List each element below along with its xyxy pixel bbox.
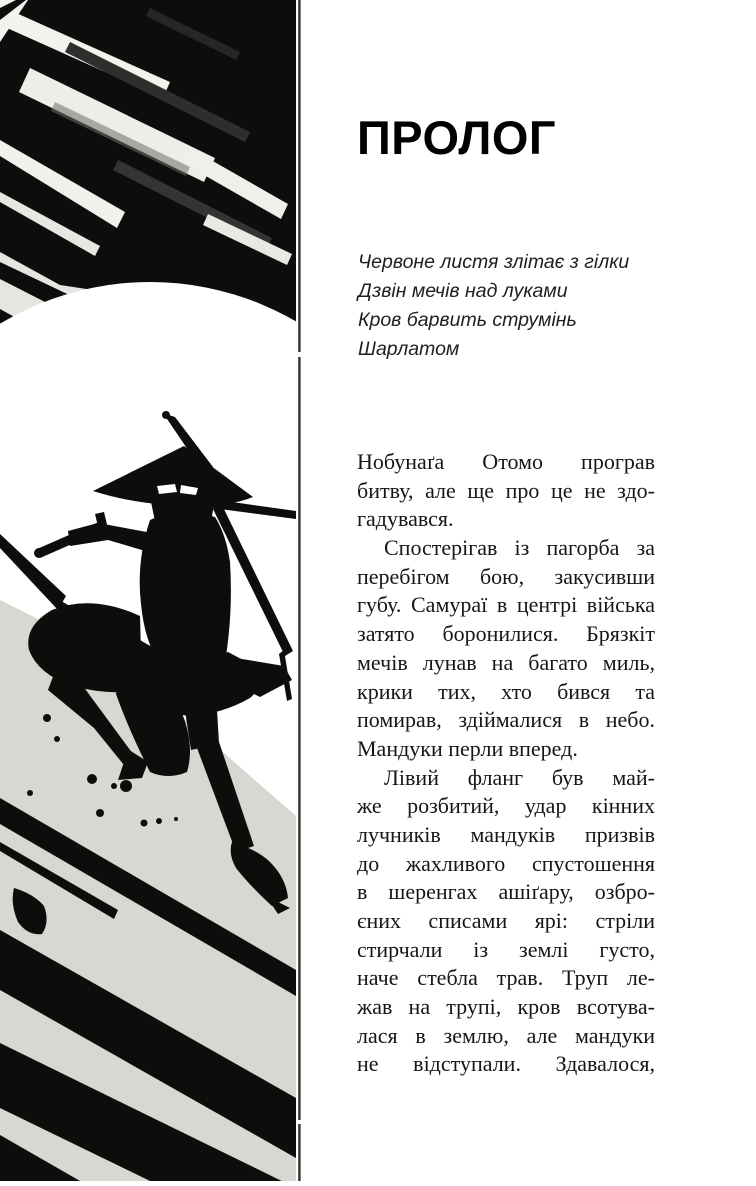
body-line: гадувався. [357,506,454,532]
poem-line: Кров барвить струмінь [358,309,577,331]
body-line: лучників мандуків призвів [357,821,655,847]
body-line: затято боронилися. Брязкіт [357,621,655,647]
rule-break [298,1120,301,1124]
body-line: в шеренгах ашіґару, озбро- [357,879,655,905]
paragraph [357,534,655,764]
rule-break [298,352,301,357]
poem-line: Дзвін мечів над луками [358,280,568,302]
body-line: крики тих, хто бився та [357,678,655,704]
paragraph [357,764,655,1080]
body-line: Мандуки перли вперед. [357,735,578,761]
body-line: перебігом бою, закусивши [357,563,655,589]
samurai-moon-illustration-svg [0,0,303,1181]
poem-line: Червоне листя злітає з гілки [358,251,630,273]
body-line: Нобунаґа Отомо програв [357,449,655,474]
page-text-column [357,0,655,1181]
body-line: жав на трупі, кров всотува- [357,994,655,1020]
paragraph [357,448,655,534]
body-line: Спостерігав із пагорба за [384,535,655,561]
body-line: губу. Самураї в центрі війська [357,592,655,618]
body-line: до жахливого спустошення [357,850,655,876]
epigraph-poem [358,248,656,364]
body-line: наче стебла трав. Труп ле- [357,965,655,991]
body-line: битву, але ще про це не здо- [357,477,655,503]
body-line: Лівий фланг був май- [384,764,655,790]
poem-line: Шарлатом [358,338,460,360]
body-line: же розбитий, удар кінних [357,793,655,819]
chapter-title: ПРОЛОГ [357,111,557,164]
body-line: лася в землю, але мандуки [357,1022,655,1048]
samurai-moon-illustration [0,0,303,1181]
body-line: єних списами ярі: стріли [357,908,655,933]
body-line: стирчали із землі густо, [357,936,655,962]
frame-rule [298,0,300,1181]
body-line: помирав, здіймалися в небо. [357,707,655,733]
body-text [357,448,655,1079]
body-line: мечів лунав на багато миль, [357,649,655,675]
body-line: не відступали. Здавалося, [357,1051,655,1077]
